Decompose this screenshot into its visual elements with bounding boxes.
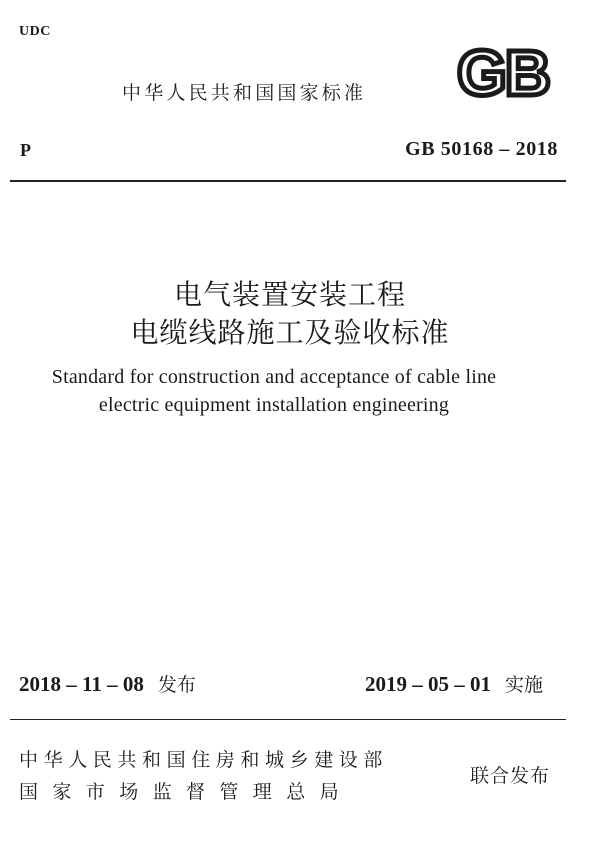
title-en-line1: Standard for construction and acceptance of cable line xyxy=(51,366,497,388)
issuer-ministry: 中华人民共和国住房和城乡建设部 xyxy=(19,749,389,771)
classification-code: P xyxy=(20,140,31,160)
gb-logo xyxy=(446,40,560,102)
effective-date: 2019 – 05 – 01 xyxy=(365,672,491,696)
standard-number: GB 50168 – 2018 xyxy=(405,138,558,160)
title-en-line2: electric equipment installation engineering xyxy=(98,394,450,416)
issue-label: 发布 xyxy=(157,674,196,696)
udc-label: UDC xyxy=(19,24,51,39)
effective-label: 实施 xyxy=(505,674,544,696)
effective-date-block xyxy=(365,670,543,697)
gb-logo-text: GB xyxy=(457,40,549,102)
top-divider xyxy=(10,180,566,182)
joint-issue-label: 联合发布 xyxy=(470,765,551,787)
national-standard-heading: 中华人民共和国国家标准 xyxy=(122,82,367,104)
issuer-administration: 国家市场监督管理总局 xyxy=(19,781,354,803)
title-cn-line2: 电缆线路施工及验收标准 xyxy=(130,316,450,349)
bottom-divider xyxy=(10,719,566,720)
title-cn-line1: 电气装置安装工程 xyxy=(173,278,406,311)
issue-date-block xyxy=(19,670,196,697)
issue-date: 2018 – 11 – 08 xyxy=(19,672,144,696)
